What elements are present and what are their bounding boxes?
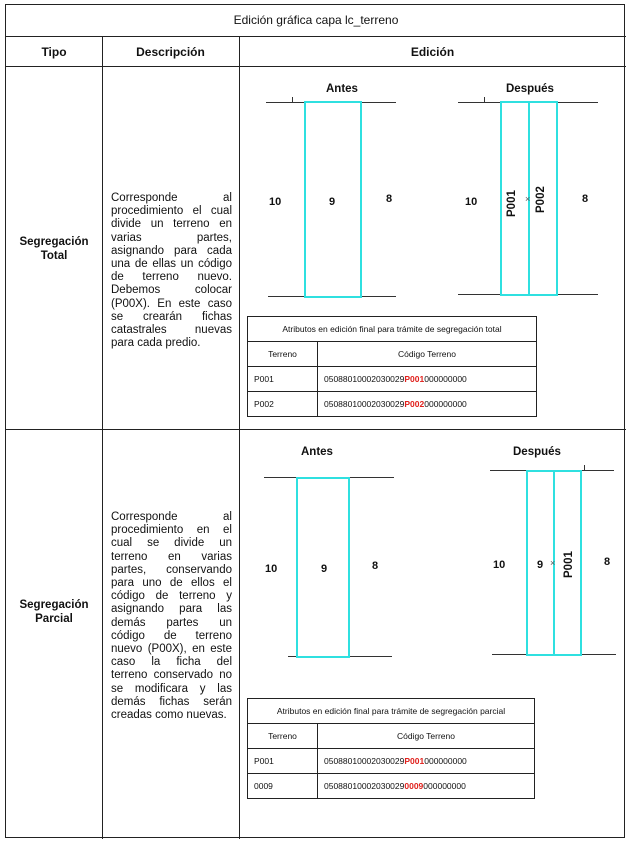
table-title: Edición gráfica capa lc_terreno xyxy=(233,13,399,27)
row2-entry1-terreno: P001 xyxy=(248,749,318,774)
title-divider xyxy=(6,36,626,37)
row2-despues-right-num: 8 xyxy=(604,556,611,568)
code-prefix: 05088010002030029 xyxy=(324,756,405,766)
table-row xyxy=(248,774,535,799)
col-divider-2 xyxy=(239,36,240,839)
row2-antes-left-num: 10 xyxy=(265,563,278,575)
row2-attr-col-codigo: Código Terreno xyxy=(318,724,535,749)
header-descripcion: Descripción xyxy=(136,45,205,59)
row1-entry2-terreno: P002 xyxy=(248,392,318,417)
table-row xyxy=(248,749,535,774)
row2-despues-left-num: 10 xyxy=(493,559,506,571)
row2-tipo xyxy=(6,598,102,626)
row1-attr-table xyxy=(247,316,537,417)
row-divider xyxy=(6,429,626,430)
row2-attr-table xyxy=(247,698,535,799)
row1-descripcion: Corresponde al procedimiento el cual divide un terreno en varias partes, asignando para cada una de ellas un código de terreno nuevo. Debemos colocar (P00X). En este caso se crearán fichas catastrales nuevas para cada predio. xyxy=(111,192,232,350)
code-highlight: P001 xyxy=(404,374,425,384)
row1-despues-p001: P001 xyxy=(506,190,518,217)
row2-antes-right-num: 8 xyxy=(372,560,379,572)
row1-entry2-codigo xyxy=(318,392,537,417)
table-row xyxy=(248,392,537,417)
row2-attr-col-terreno: Terreno xyxy=(248,724,318,749)
code-prefix: 05088010002030029 xyxy=(324,781,405,791)
row1-despues-left-num: 10 xyxy=(465,196,478,208)
row1-entry1-terreno: P001 xyxy=(248,367,318,392)
row2-attr-caption: Atributos en edición final para trámite de segregación parcial xyxy=(248,699,535,724)
row1-despues-tick xyxy=(484,97,485,103)
row1-cross-icon: × xyxy=(525,194,531,204)
row1-tipo-line1: Segregación xyxy=(19,236,89,248)
code-highlight: 0009 xyxy=(404,781,424,791)
row2-antes-mid-num: 9 xyxy=(321,563,328,575)
col-divider-1 xyxy=(102,36,103,839)
code-suffix: 000000000 xyxy=(423,781,466,791)
row2-despues-tick xyxy=(584,465,585,471)
row1-despues-label: Después xyxy=(506,83,554,95)
row2-entry1-codigo xyxy=(318,749,535,774)
row1-antes-left-num: 10 xyxy=(269,196,282,208)
row2-tipo-line2: Parcial xyxy=(35,613,73,625)
row1-attr-col-codigo: Código Terreno xyxy=(318,342,537,367)
row1-tipo xyxy=(6,235,102,263)
header-edicion: Edición xyxy=(410,45,455,59)
code-suffix: 000000000 xyxy=(424,399,467,409)
row1-antes-right-num: 8 xyxy=(386,193,393,205)
row2-tipo-line1: Segregación xyxy=(19,599,89,611)
row1-tipo-line2: Total xyxy=(40,250,68,262)
row1-antes-label: Antes xyxy=(326,83,358,95)
row2-entry2-terreno: 0009 xyxy=(248,774,318,799)
row1-attr-caption: Atributos en edición final para trámite de segregación total xyxy=(248,317,537,342)
row1-despues-p002: P002 xyxy=(535,186,547,213)
code-suffix: 000000000 xyxy=(424,756,467,766)
row2-descripcion: Corresponde al procedimiento en el cual se divide un terreno en varias partes, conservando para uno de ellos el código de terreno y asignando para las demás partes un código de terreno nuevo (P00X), en este caso la ficha del terreno conservado no se modificara y las demás fichas serán creadas como nuevas. xyxy=(111,511,232,722)
row2-despues-mid-num: 9 xyxy=(537,559,544,571)
row2-entry2-codigo xyxy=(318,774,535,799)
code-prefix: 05088010002030029 xyxy=(324,374,405,384)
header-divider xyxy=(6,66,626,67)
row2-cross-icon: × xyxy=(550,558,556,568)
row1-antes-mid-num: 9 xyxy=(329,196,336,208)
row1-entry1-codigo xyxy=(318,367,537,392)
table-row xyxy=(248,367,537,392)
code-highlight: P001 xyxy=(404,756,425,766)
code-suffix: 000000000 xyxy=(424,374,467,384)
edicion-table xyxy=(5,4,625,838)
code-highlight: P002 xyxy=(404,399,425,409)
row1-antes-tick xyxy=(292,97,293,103)
header-tipo: Tipo xyxy=(41,45,67,59)
row2-despues-p001: P001 xyxy=(563,551,575,578)
row2-despues-label: Después xyxy=(513,446,561,458)
row1-despues-right-num: 8 xyxy=(582,193,589,205)
row2-antes-label: Antes xyxy=(301,446,333,458)
code-prefix: 05088010002030029 xyxy=(324,399,405,409)
row1-attr-col-terreno: Terreno xyxy=(248,342,318,367)
